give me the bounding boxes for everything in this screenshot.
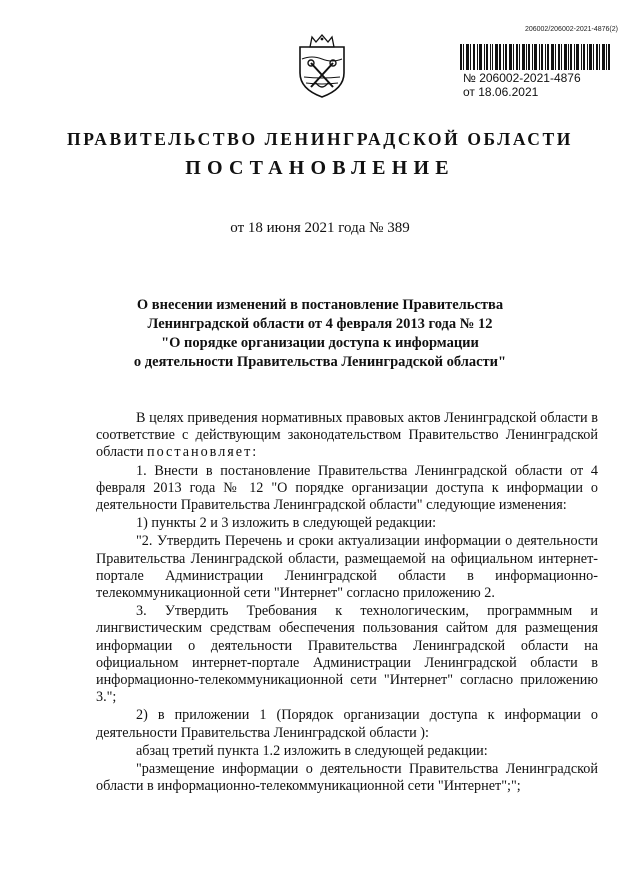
body-paragraph: 1. Внести в постановление Правительства Ленинградской области от 4 февраля 2013 года № 12 "О порядке организации доступа к информации о деятельности Правительства Ленинградской области" следующие изменения:: [96, 462, 598, 514]
barcode-icon: [460, 44, 610, 70]
subject-line: о деятельности Правительства Ленинградской области": [133, 354, 507, 370]
registration-date: от 18.06.2021: [463, 85, 539, 99]
body-paragraph: 2) в приложении 1 (Порядок организации доступа к информации о деятельности Правительства Ленинградской области ):: [96, 707, 598, 741]
body-paragraph: 1) пункты 2 и 3 изложить в следующей редакции:: [136, 515, 437, 532]
preamble-text: В целях приведения нормативных правовых актов Ленинградской области в соответствие с действующим законодательством Правительство Ленинградской области: [96, 410, 598, 461]
organization-title: ПРАВИТЕЛЬСТВО ЛЕНИНГРАДСКОЙ ОБЛАСТИ: [66, 129, 574, 149]
preamble-paragraph: [96, 410, 598, 462]
subject-line: "О порядке организации доступа к информации: [161, 335, 479, 351]
body-paragraph: "размещение информации о деятельности Правительства Ленинградской области в информационно-телекоммуникационной сети "Интернет";";: [96, 761, 598, 795]
document-body: [96, 410, 598, 796]
subject-line: О внесении изменений в постановление Правительства: [136, 297, 504, 313]
subject-line: Ленинградской области от 4 февраля 2013 года № 12: [147, 316, 493, 332]
preamble-verb: постановляет:: [146, 444, 259, 461]
document-subject: [60, 296, 580, 372]
body-paragraph: абзац третий пункта 1.2 изложить в следующей редакции:: [136, 742, 488, 759]
registration-number: № 206002-2021-4876: [463, 71, 581, 85]
document-type-heading: ПОСТАНОВЛЕНИЕ: [185, 157, 455, 179]
body-paragraph: "2. Утвердить Перечень и сроки актуализации информации о деятельности Правительства Ленинградской области, размещаемой на официальном интернет-портале Администрации Ленинградской области в информационно-телекоммуникационной сети "Интернет" согласно приложению 2.: [96, 533, 598, 602]
body-paragraph: 3. Утвердить Требования к технологическим, программным и лингвистическим средствам обеспечения пользования сайтом для размещения информации о деятельности Правительства Ленинградской области на официальном интернет-портале Администрации Ленинградской области в информационно-телекоммуникационной сети "Интернет" согласно приложению 3.";: [96, 603, 598, 706]
coat-of-arms-icon: [296, 33, 348, 99]
document-date-number: от 18 июня 2021 года № 389: [230, 220, 410, 236]
document-reference-number: 206002/206002-2021-4876(2): [524, 26, 618, 33]
